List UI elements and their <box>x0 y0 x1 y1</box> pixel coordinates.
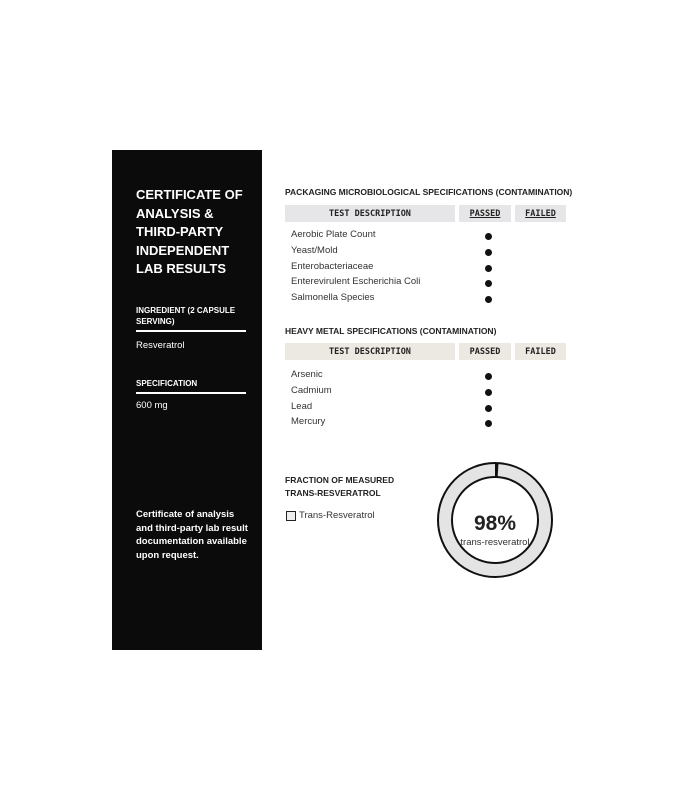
metal-table-header <box>285 343 566 360</box>
header-failed: FAILED <box>515 205 566 222</box>
header-test-description: TEST DESCRIPTION <box>285 343 455 360</box>
chart-legend <box>286 510 375 521</box>
result-dot-icon <box>485 405 492 412</box>
table-row-label: Arsenic <box>291 369 323 380</box>
table-row-label: Yeast/Mold <box>291 244 338 256</box>
micro-table-header <box>285 205 566 222</box>
result-dot-icon <box>485 280 492 287</box>
header-passed: PASSED <box>459 343 511 360</box>
certificate-title: CERTIFICATE OF ANALYSIS & THIRD-PARTY INDEPENDENT LAB RESULTS <box>136 187 243 276</box>
specification-value: 600 mg <box>136 400 168 411</box>
table-row-label: Salmonella Species <box>291 292 375 304</box>
legend-swatch-icon <box>286 511 296 521</box>
result-dot-icon <box>485 249 492 256</box>
percent-sublabel: trans-resveratrol <box>460 537 530 548</box>
result-dot-icon <box>485 265 492 272</box>
result-dot-icon <box>485 373 492 380</box>
result-dot-icon <box>485 233 492 240</box>
availability-note: Certificate of analysis and third-party lab result documentation available upon request. <box>136 509 248 561</box>
sidebar-panel <box>112 150 262 650</box>
table-row-label: Enterobacteriaceae <box>291 260 374 272</box>
legend-label: Trans-Resveratrol <box>299 510 375 521</box>
table-row-label: Lead <box>291 400 313 412</box>
table-row-label: Cadmium <box>291 384 332 396</box>
table-row-label: Enterevirulent Escherichia Coli <box>291 276 421 288</box>
micro-section-title: PACKAGING MICROBIOLOGICAL SPECIFICATIONS (CONTAMINATION) <box>285 187 573 197</box>
ingredient-value: Resveratrol <box>136 340 185 351</box>
table-row-label: Mercury <box>291 416 326 428</box>
percent-label: 98% <box>473 512 517 535</box>
fraction-title: FRACTION OF MEASURED TRANS-RESVERATROL <box>285 475 395 498</box>
result-dot-icon <box>485 420 492 427</box>
table-row-label: Aerobic Plate Count <box>291 229 376 240</box>
header-passed: PASSED <box>459 205 511 222</box>
header-failed: FAILED <box>515 343 566 360</box>
result-dot-icon <box>485 389 492 396</box>
header-test-description: TEST DESCRIPTION <box>285 205 455 222</box>
result-dot-icon <box>485 296 492 303</box>
specification-label: SPECIFICATION <box>136 378 246 394</box>
metal-section-title: HEAVY METAL SPECIFICATIONS (CONTAMINATION) <box>285 326 497 336</box>
ingredient-label: INGREDIENT (2 CAPSULE SERVING) <box>136 305 246 332</box>
